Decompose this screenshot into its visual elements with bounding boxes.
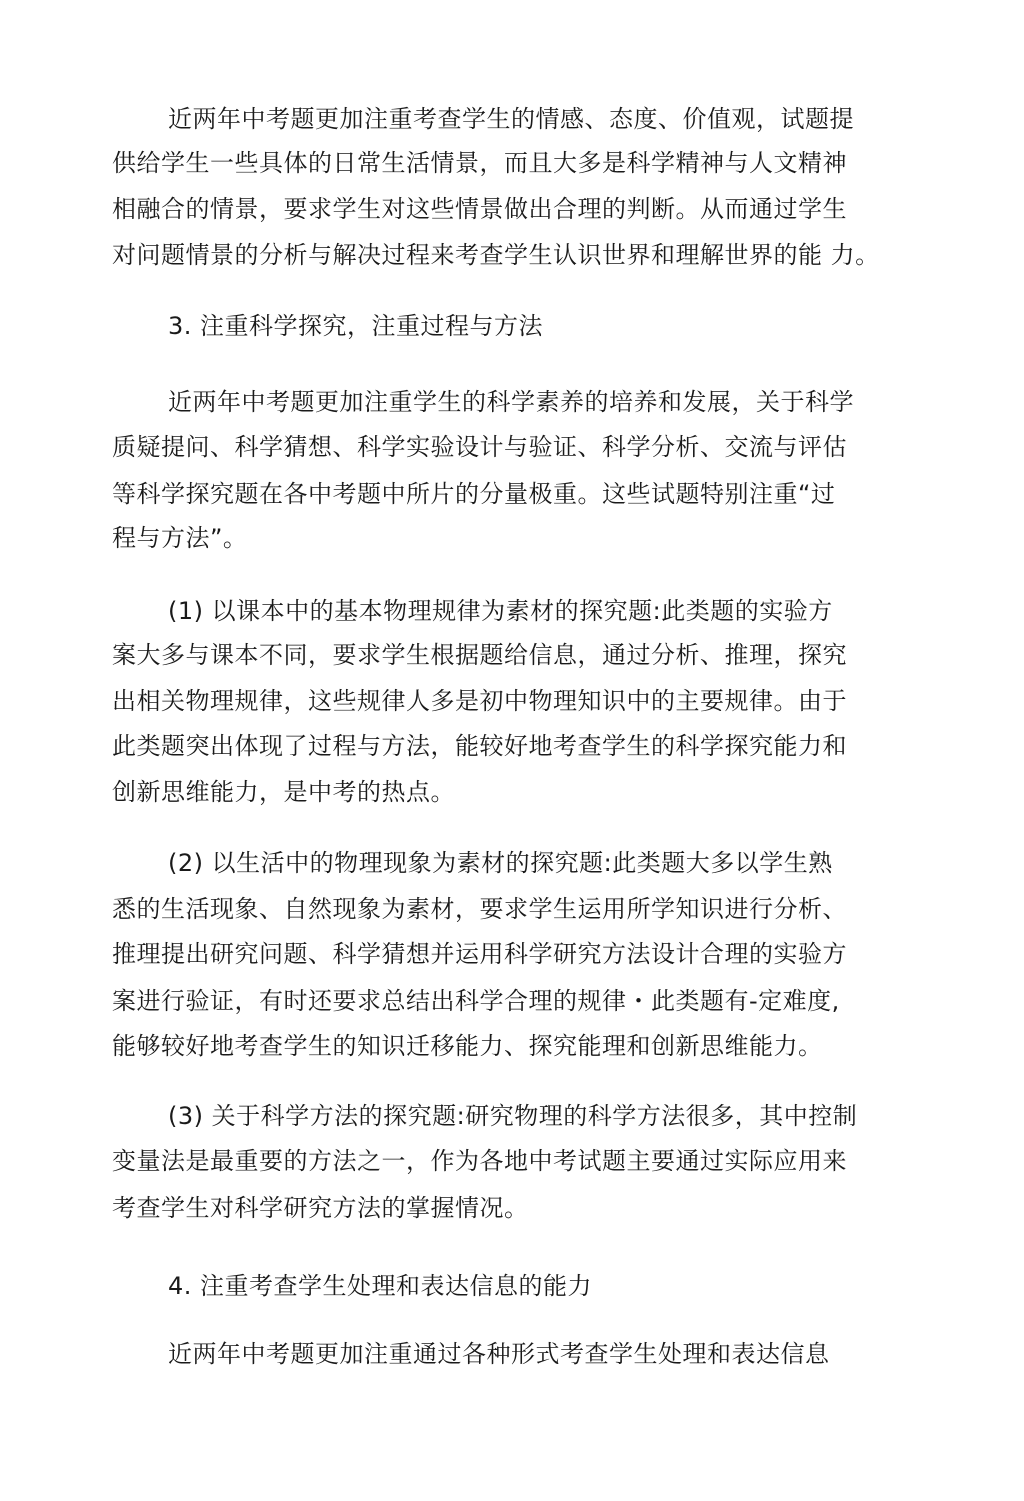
- paragraph-line: 能够较好地考查学生的知识迁移能力、探究能理和创新思维能力。: [112, 1032, 823, 1060]
- paragraph-line: 质疑提问、科学猜想、科学实验设计与验证、科学分析、交流与评估: [112, 433, 847, 461]
- section-heading: 3. 注重科学探究，注重过程与方法: [168, 312, 544, 340]
- paragraph-line: (2) 以生活中的物理现象为素材的探究题:此类题大多以学生熟: [168, 849, 833, 877]
- paragraph-line: 出相关物理规律，这些规律人多是初中物理知识中的主要规律。由于: [112, 687, 847, 715]
- paragraph-line: (3) 关于科学方法的探究题:研究物理的科学方法很多，其中控制: [168, 1102, 858, 1130]
- paragraph-line: 考查学生对科学研究方法的掌握情况。: [112, 1194, 529, 1222]
- paragraph-line: (1) 以课本中的基本物理规律为素材的探究题:此类题的实验方: [168, 597, 833, 625]
- paragraph-line: 悉的生活现象、自然现象为素材，要求学生运用所学知识进行分析、: [112, 895, 847, 923]
- paragraph-line: 近两年中考题更加注重学生的科学素养的培养和发展，关于科学: [168, 388, 854, 416]
- paragraph-line: 案大多与课本不同，要求学生根据题给信息，通过分析、推理，探究: [112, 641, 847, 669]
- paragraph-line: 等科学探究题在各中考题中所片的分量极重。这些试题特别注重“过: [112, 480, 836, 508]
- paragraph-line: 对问题情景的分析与解决过程来考查学生认识世界和理解世界的能 力。: [112, 241, 880, 269]
- section-heading: 4. 注重考查学生处理和表达信息的能力: [168, 1272, 593, 1300]
- paragraph-line: 近两年中考题更加注重考查学生的情感、态度、价值观，试题提: [168, 105, 854, 133]
- paragraph-line: 创新思维能力，是中考的热点。: [112, 778, 455, 806]
- paragraph-line: 相融合的情景，要求学生对这些情景做出合理的判断。从而通过学生: [112, 195, 847, 223]
- paragraph-line: 推理提出研究问题、科学猜想并运用科学研究方法设计合理的实验方: [112, 940, 847, 968]
- paragraph-line: 供给学生一些具体的日常生活情景，而且大多是科学精神与人文精神: [112, 149, 847, 177]
- paragraph-line: 案进行验证，有时还要求总结出科学合理的规律・此类题有-定难度,: [112, 987, 840, 1015]
- paragraph-line: 变量法是最重要的方法之一，作为各地中考试题主要通过实际应用来: [112, 1147, 847, 1175]
- paragraph-line: 程与方法”。: [112, 524, 248, 552]
- paragraph-line: 此类题突出体现了过程与方法，能较好地考查学生的科学探究能力和: [112, 732, 847, 760]
- paragraph-line: 近两年中考题更加注重通过各种形式考查学生处理和表达信息: [168, 1340, 830, 1368]
